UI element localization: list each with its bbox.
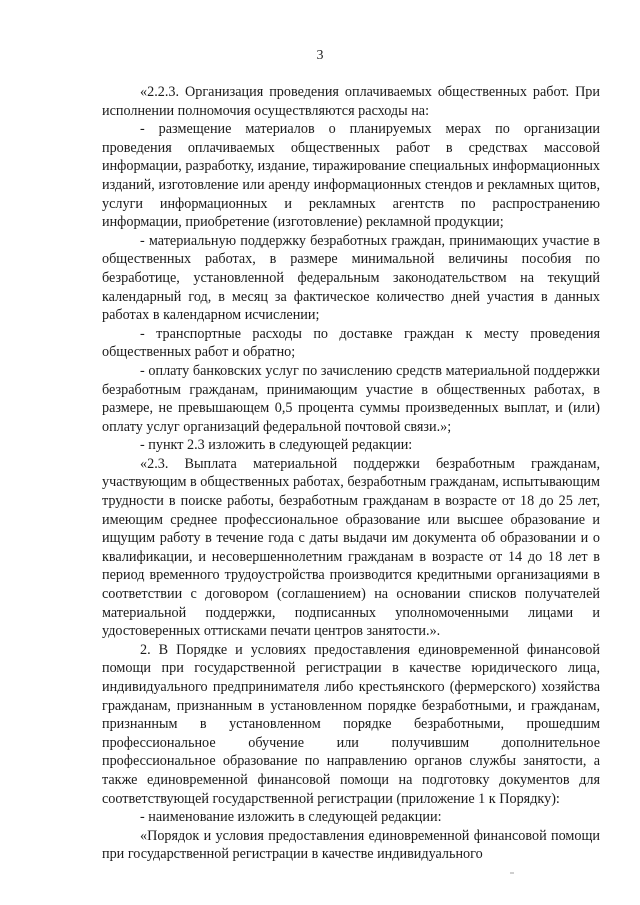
document-body — [102, 83, 600, 864]
paragraph-transport-expenses: - транспортные расходы по доставке граждан к месту проведения общественных работ и обратно; — [102, 325, 600, 361]
paragraph-item-2-3-intro: - пункт 2.3 изложить в следующей редакции: — [140, 437, 413, 454]
page-number: 3 — [316, 48, 324, 63]
paragraph-title-intro: - наименование изложить в следующей редакции: — [140, 809, 442, 826]
paragraph-new-title: «Порядок и условия предоставления единовременной финансовой помощи при государственной регистрации в качестве индивидуального — [102, 827, 600, 863]
paragraph-item-2-3: «2.3. Выплата материальной поддержки безработным гражданам, участвующим в общественных работах, безработным гражданам, испытывающим трудности в поиске работы, безработным гражданам в возрасте от 18 до 25 лет, имеющим среднее профессиональное образование или высшее образование и ищущим работу в течение года с даты выдачи им документа об образовании и о квалификации, и несовершеннолетним гражданам в возрасте от 14 до 18 лет в период временного трудоустройства производится кредитными организациями в соответствии с договором (соглашением) на основании списков получателей материальной поддержки, подписанных уполномоченными лицами и удостоверенных оттисками печати центров занятости.». — [102, 455, 600, 640]
paragraph-2-2-3-heading: «2.2.3. Организация проведения оплачиваемых общественных работ. При исполнении полномочия осуществляются расходы на: — [102, 84, 600, 119]
paragraph-media-placement: - размещение материалов о планируемых мерах по организации проведения оплачиваемых общественных работ в средствах массовой информации, разработку, издание, тиражирование специальных информационных изданий, изготовление или аренду информационных стендов и рекламных щитов, услуги информационных и рекламных агентств по распространению информации, приобретение (изготовление) рекламной продукции; — [102, 121, 600, 231]
paragraph-section-2: 2. В Порядке и условиях предоставления единовременной финансовой помощи при государственной регистрации в качестве юридического лица, индивидуального предпринимателя либо крестьянского (фермерского) хозяйства гражданам, признанным в установленном порядке безработными, и гражданам, признанным в установленном порядке безработными, прошедшим профессиональное обучение или получившим дополнительное профессиональное образование по направлению органов службы занятости, а также единовременной финансовой помощи на подготовку документов для соответствующей государственной регистрации (приложение 1 к Порядку): — [102, 641, 600, 807]
paragraph-material-support: - материальную поддержку безработных граждан, принимающих участие в общественных работах, в размере минимальной величины пособия по безработице, установленной федеральным законодательством на текущий календарный год, в месяц за фактическое количество дней участия в данных работах в календарном исчислении; — [102, 232, 600, 324]
paragraph-bank-services: - оплату банковских услуг по зачислению средств материальной поддержки безработным гражданам, принимающим участие в общественных работах, в размере, не превышающем 0,5 процента суммы произведенных выплат, и (или) оплату услуг организаций федеральной почтовой связи.»; — [102, 362, 600, 435]
scan-mark — [510, 872, 514, 874]
